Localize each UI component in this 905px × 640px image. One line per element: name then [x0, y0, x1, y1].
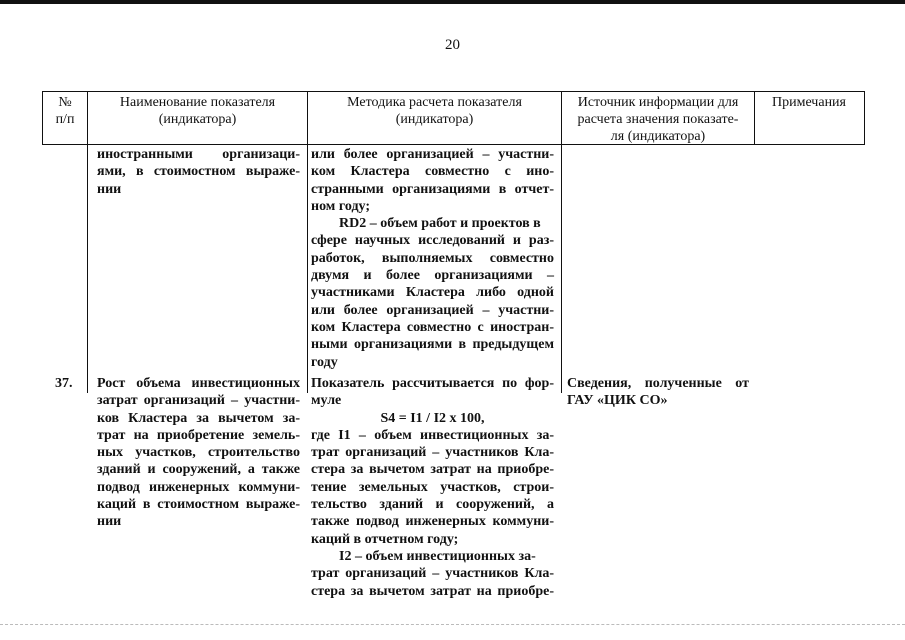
- bottom-edge: [0, 624, 905, 626]
- row-37-source-cell: [567, 375, 749, 410]
- row-37-number: [55, 375, 85, 392]
- text-line: или более организацией – участни-: [311, 147, 554, 162]
- text-line: двумя и более организациями –: [311, 268, 554, 284]
- text-line: сфере научных исследований и раз-: [311, 233, 554, 249]
- row-37-method-cell: [311, 375, 554, 600]
- text-line: участниками Кластера либо одной: [311, 285, 554, 301]
- text-line: стера за вычетом затрат на приобре-: [311, 462, 554, 478]
- text-line: нии: [97, 181, 122, 197]
- text-line: также подвод инженерных коммуни-: [311, 514, 554, 530]
- header-col-name: [88, 94, 307, 128]
- header-text: (индикатора): [395, 112, 474, 127]
- text-line: иностранными организаци-: [97, 147, 300, 162]
- header-text: (индикатора): [158, 112, 237, 127]
- text-line: зданий и сооружений, а также: [97, 462, 300, 478]
- text-line: трат организаций – участников Кла-: [311, 566, 554, 582]
- text-line: Рост объема инвестиционных: [97, 376, 300, 391]
- header-text: №: [58, 95, 72, 110]
- column-divider: [307, 91, 308, 393]
- header-text: ля (индикатора): [610, 129, 706, 144]
- text-line: ком Кластера совместно с ино-: [311, 164, 554, 180]
- text-line: работок, выполняемых совместно: [311, 250, 554, 266]
- header-text: Методика расчета показателя: [347, 95, 522, 110]
- header-text: п/п: [55, 112, 75, 127]
- text-line: каций в стоимостном выраже-: [97, 497, 300, 513]
- text-line: муле: [311, 393, 342, 409]
- header-text: расчета значения показате-: [577, 112, 739, 127]
- text-line: нии: [97, 514, 122, 530]
- text-line: ными организациями в предыдущем: [311, 337, 554, 353]
- text-line: тение земельных участков, строи-: [311, 479, 554, 495]
- row-37-name-cell: [97, 375, 300, 531]
- column-divider: [87, 91, 88, 393]
- text-line: трат на приобретение земель-: [97, 427, 300, 443]
- text-line: Сведения, полученные от: [567, 376, 749, 391]
- text-line: или более организацией – участни-: [311, 302, 554, 318]
- text-line: подвод инженерных коммуни-: [97, 479, 300, 495]
- text-line: Показатель рассчитывается по фор-: [311, 376, 554, 391]
- text-line: I2 – объем инвестиционных за-: [339, 548, 536, 564]
- text-line: странными организациями в отчет-: [311, 181, 554, 197]
- text-line: ями, в стоимостном выраже-: [97, 164, 300, 180]
- formula: S4 = I1 / I2 x 100,: [380, 410, 485, 426]
- text-line: каций в отчетном году;: [311, 531, 459, 547]
- text-line: ков Кластера за вычетом за-: [97, 410, 300, 426]
- header-col-source: [562, 94, 754, 145]
- text-line: ком Кластера совместно с иностран-: [311, 319, 554, 335]
- header-text: Источник информации для: [577, 95, 739, 110]
- text-line: затрат организаций – участни-: [97, 393, 300, 409]
- row-number: 37.: [55, 376, 73, 391]
- text-line: году: [311, 354, 338, 370]
- header-text: Наименование показателя: [119, 95, 276, 110]
- header-col-method: [308, 94, 561, 128]
- header-text: Примечания: [771, 95, 846, 110]
- header-col-notes: [755, 94, 863, 111]
- text-line: ГАУ «ЦИК СО»: [567, 393, 668, 409]
- text-line: ных участков, строительство: [97, 445, 300, 461]
- page-number: 20: [445, 37, 460, 53]
- header-col-number: [43, 94, 87, 128]
- text-line: RD2 – объем работ и проектов в: [339, 216, 541, 232]
- text-line: где I1 – объем инвестиционных за-: [311, 427, 554, 443]
- text-line: тельство зданий и сооружений, а: [311, 497, 554, 513]
- text-line: ном году;: [311, 198, 371, 214]
- continued-name-cell: [97, 146, 300, 198]
- top-border-line: [0, 0, 905, 4]
- text-line: трат организаций – участников Кла-: [311, 445, 554, 461]
- text-line: стера за вычетом затрат на приобре-: [311, 583, 554, 599]
- continued-method-cell: [311, 146, 554, 371]
